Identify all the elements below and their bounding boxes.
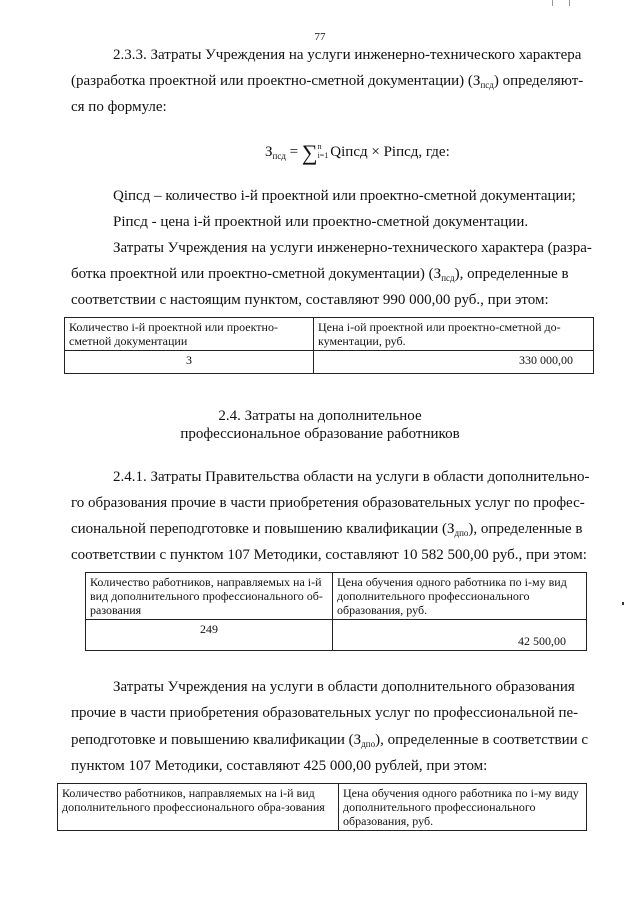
text-line: соответствии с пунктом 107 Методики, составляют 10 582 500,00 руб., при этом: — [71, 547, 587, 563]
text-line: 2.3.3. Затраты Учреждения на услуги инженерно-технического характера — [113, 47, 582, 63]
text-line: 2.4.1. Затраты Правительства области на услуги в области дополнительно- — [113, 469, 590, 485]
table-row — [65, 351, 594, 374]
formula: $З_{псд} = \sum n$ i=1 Qiпсд × Piпсд, где: — [265, 140, 450, 165]
page-corner-mark — [552, 0, 570, 6]
text-line: Затраты Учреждения на услуги в области дополнительного образования — [113, 679, 575, 695]
table-cell: 330 000,00 — [314, 351, 594, 374]
table-header-cell: Цена обучения одного работника по i-му виду дополнительного профессионального образования, руб. — [339, 784, 587, 831]
table-cell: 42 500,00 — [333, 620, 587, 651]
text-line: соответствии с настоящим пунктом, составляют 990 000,00 руб., при этом: — [71, 292, 549, 308]
table-header-cell: Количество работников, направляемых на i-й вид дополнительного профессионального обра-зования — [58, 784, 339, 831]
scan-dot — [622, 602, 624, 605]
text-line: го образования прочие в части приобретения образовательных услуг по профес- — [71, 495, 585, 511]
table-row — [86, 620, 587, 651]
table-header-cell: Количество работников, направляемых на i-й вид дополнительного профессионального об-разования — [86, 573, 333, 620]
table-documentation-cost — [64, 317, 594, 374]
table-header-cell: Количество i-й проектной или проектно-сметной документации — [65, 318, 314, 351]
text-line: ся по формуле: — [71, 99, 167, 115]
text-line: сиональной переподготовке и повышению квалификации $(З_{дпо})$, определенные в — [71, 521, 583, 538]
table-training-cost-institution — [57, 783, 587, 831]
page-number: 77 — [314, 31, 326, 43]
definition-p: Piпсд - цена i-й проектной или проектно-сметной документации. — [113, 214, 529, 230]
text-line: (разработка проектной или проектно-сметной документации) $(З_{псд})$ определяют- — [71, 73, 584, 90]
table-training-cost-government — [85, 572, 587, 651]
definition-q: Qiпсд – количество i-й проектной или проектно-сметной документации; — [113, 188, 576, 204]
table-header-cell: Цена i-ой проектной или проектно-сметной до-кументации, руб. — [314, 318, 594, 351]
text-line: ботка проектной или проектно-сметной документации) $(З_{псд})$, определенные в — [71, 266, 569, 283]
section-heading: 2.4. Затраты на дополнительное — [218, 408, 422, 424]
text-line: реподготовке и повышению квалификации $(З_{дпо})$, определенные в соответствии с — [71, 732, 589, 749]
text-line: Затраты Учреждения на услуги инженерно-технического характера (разра- — [113, 240, 592, 256]
table-cell: 3 — [65, 351, 314, 374]
text-line: пунктом 107 Методики, составляют 425 000,00 рублей, при этом: — [71, 758, 488, 774]
section-heading: профессиональное образование работников — [180, 426, 460, 442]
table-cell: 249 — [86, 620, 333, 651]
table-header-cell: Цена обучения одного работника по i-му вид дополнительного профессионального образования, руб. — [333, 573, 587, 620]
text-line: прочие в части приобретения образовательных услуг по профессиональной пе- — [71, 705, 579, 721]
